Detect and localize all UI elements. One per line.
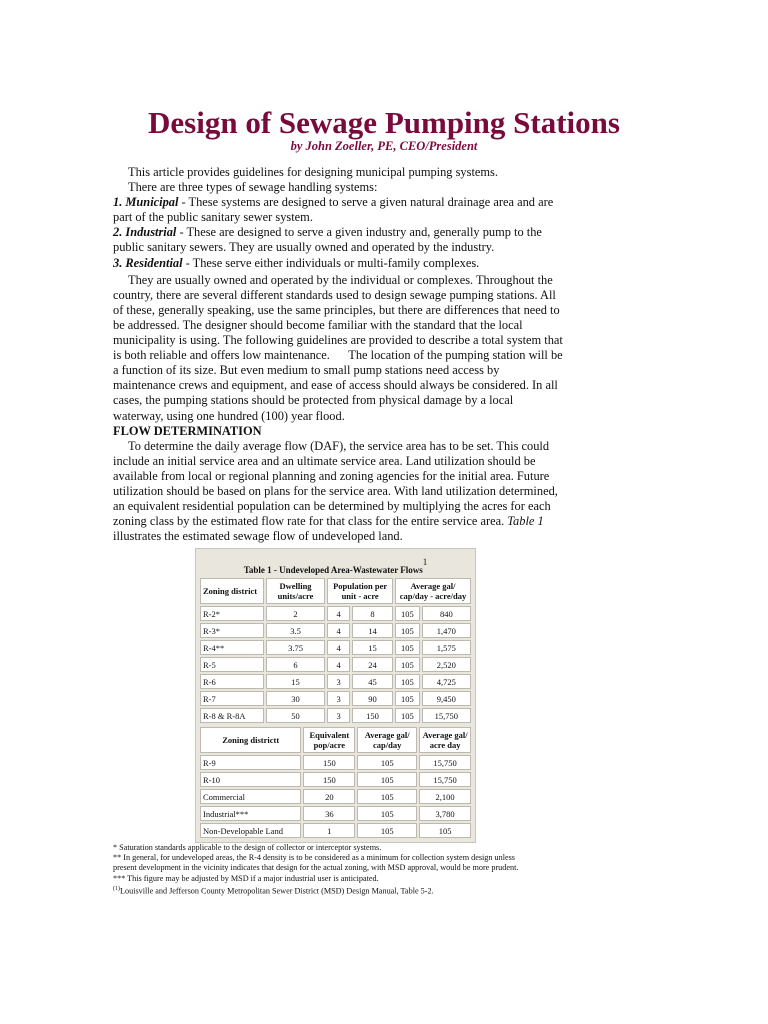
- body-paragraph-2-text: To determine the daily average flow (DAF), the service area has to be set. This could include an initial service area and an ultimate service area. Land utilization should be available from local or regional planning and zoning agencies for the initial area. Future utilization should be based on plans for the service area. With land utilization determined, an equivalent residential population can be determined by multiplying the acres for each zoning class by the estimated flow rate for that class for the entire service area.: [113, 438, 558, 529]
- footnote: [113, 884, 533, 897]
- footnote-text: Louisville and Jefferson County Metropolitan Sewer District (MSD) Design Manual, Table 5-2.: [120, 886, 434, 896]
- table-cell: 1,575: [422, 640, 471, 655]
- table-cell: 3: [327, 691, 350, 706]
- table-cell: 15,750: [419, 772, 471, 787]
- section-heading: FLOW DETERMINATION: [113, 423, 262, 438]
- table-cell: Industrial***: [200, 806, 301, 821]
- column-header: Dwelling units/acre: [266, 578, 326, 604]
- footnote: ** In general, for undeveloped areas, the R-4 density is to be considered as a minimum for collection system design unless present development in the vicinity indicates that design for the actual zoning, with MSD approval, would be more prudent.: [113, 853, 519, 873]
- table-row: [200, 708, 471, 723]
- table-cell: 3.75: [266, 640, 326, 655]
- table-cell: 105: [395, 708, 420, 723]
- table-cell: R-10: [200, 772, 301, 787]
- column-header: Zoning districtt: [200, 727, 301, 753]
- table-cell: 3.5: [266, 623, 326, 638]
- table-cell: 14: [352, 623, 393, 638]
- table-cell: 105: [395, 640, 420, 655]
- table-row: [200, 623, 471, 638]
- type-municipal: [113, 195, 563, 225]
- table-row: [200, 772, 471, 787]
- table-row: [200, 674, 471, 689]
- table-cell: 105: [395, 674, 420, 689]
- flow-table: [195, 548, 476, 843]
- table-title-footnote: 1: [422, 557, 428, 567]
- table-cell: 3,780: [419, 806, 471, 821]
- page-title: Design of Sewage Pumping Stations: [148, 105, 620, 140]
- table-row: [200, 606, 471, 621]
- table-cell: 2,520: [422, 657, 471, 672]
- table-other-districts: [198, 725, 473, 840]
- table-cell: 6: [266, 657, 326, 672]
- table-row: [200, 755, 471, 770]
- table-cell: 20: [303, 789, 355, 804]
- column-header: Average gal/ cap/day - acre/day: [395, 578, 471, 604]
- column-header: Population per unit - acre: [327, 578, 393, 604]
- type-label: 1. Municipal: [113, 195, 179, 210]
- article-body: [113, 165, 563, 544]
- table-row: [200, 657, 471, 672]
- table-row: [200, 789, 471, 804]
- table-cell: 105: [357, 806, 417, 821]
- table-cell: 15,750: [422, 708, 471, 723]
- footnotes: [113, 843, 533, 897]
- table-cell: 36: [303, 806, 355, 821]
- footnote-marker: (1): [113, 885, 120, 892]
- table-cell: 9,450: [422, 691, 471, 706]
- table-row: [200, 823, 471, 838]
- body-paragraph-2-end: illustrates the estimated sewage flow of undeveloped land.: [113, 529, 403, 544]
- table-cell: Commercial: [200, 789, 301, 804]
- intro-paragraph-2: There are three types of sewage handling systems:: [128, 180, 378, 195]
- table-residential: [198, 576, 473, 725]
- table-cell: 150: [352, 708, 393, 723]
- table-cell: 4: [327, 606, 350, 621]
- table-title-text: Table 1 - Undeveloped Area-Wastewater Flows: [243, 565, 423, 575]
- table-cell: 4: [327, 640, 350, 655]
- type-text: - These are designed to serve a given industry and, generally pump to the public sanitary sewers. They are usually owned and operated by the industry.: [113, 225, 542, 255]
- table-cell: 840: [422, 606, 471, 621]
- table-cell: 105: [357, 789, 417, 804]
- table-cell: 105: [357, 772, 417, 787]
- table-cell: 4: [327, 657, 350, 672]
- table-cell: 105: [357, 823, 417, 838]
- column-header: Equivalent pop/acre: [303, 727, 355, 753]
- table-header-row: [200, 578, 471, 604]
- table-cell: 2: [266, 606, 326, 621]
- type-label: 2. Industrial: [113, 225, 177, 240]
- table-cell: 90: [352, 691, 393, 706]
- table-cell: 150: [303, 772, 355, 787]
- table-cell: R-6: [200, 674, 264, 689]
- body-paragraph-1: [113, 273, 563, 424]
- column-header: Average gal/ acre day: [419, 727, 471, 753]
- table-cell: 105: [395, 606, 420, 621]
- body-paragraph-1b: The location of the pumping station will be a function of its size. But even medium to small pump stations need access by maintenance crews and equipment, and ease of access should always be considered. In all cases, the pumping stations should be protected from physical damage by a local waterway, using one hundred (100) year flood.: [113, 348, 563, 423]
- table-cell: R-9: [200, 755, 301, 770]
- table-cell: R-7: [200, 691, 264, 706]
- table-cell: R-2*: [200, 606, 264, 621]
- type-label: 3. Residential: [113, 255, 183, 270]
- body-paragraph-1a: They are usually owned and operated by the individual or complexes. Throughout the country, there are several different standards used to design sewage pumping stations. All of these, generally speaking, use the same principles, but there are differences that need to be addressed. The designer should become familiar with the standard that the local municipality is using. The following guidelines are provided to describe a total system that is both reliable and offers low maintenance.: [113, 272, 563, 363]
- type-residential: [113, 256, 563, 271]
- table-row: [200, 691, 471, 706]
- table-reference: Table 1: [507, 514, 544, 529]
- table-header-row: [200, 727, 471, 753]
- table-cell: 24: [352, 657, 393, 672]
- table-cell: 105: [357, 755, 417, 770]
- table-cell: 15: [266, 674, 326, 689]
- table-cell: 105: [395, 691, 420, 706]
- table-cell: 1: [303, 823, 355, 838]
- table-cell: 50: [266, 708, 326, 723]
- table-cell: R-4**: [200, 640, 264, 655]
- column-header: Zoning district: [200, 578, 264, 604]
- table-cell: 4: [327, 623, 350, 638]
- footnote: *** This figure may be adjusted by MSD if a major industrial user is anticipated.: [113, 873, 379, 883]
- intro-paragraph-1: This article provides guidelines for designing municipal pumping systems.: [128, 165, 498, 179]
- footnote: * Saturation standards applicable to the design of collector or interceptor systems.: [113, 843, 382, 852]
- table-cell: 15: [352, 640, 393, 655]
- table-cell: Non-Developable Land: [200, 823, 301, 838]
- table-row: [200, 806, 471, 821]
- table-cell: 105: [419, 823, 471, 838]
- table-cell: 4,725: [422, 674, 471, 689]
- table-cell: 3: [327, 674, 350, 689]
- table-cell: 150: [303, 755, 355, 770]
- column-header: Average gal/ cap/day: [357, 727, 417, 753]
- author-byline: by John Zoeller, PE, CEO/President: [290, 139, 478, 153]
- table-cell: 105: [395, 623, 420, 638]
- table-cell: 1,470: [422, 623, 471, 638]
- table-cell: R-5: [200, 657, 264, 672]
- table-cell: 30: [266, 691, 326, 706]
- table-row: [200, 640, 471, 655]
- table-title: [198, 551, 473, 576]
- table-cell: R-8 & R-8A: [200, 708, 264, 723]
- table-cell: 15,750: [419, 755, 471, 770]
- table-cell: 45: [352, 674, 393, 689]
- table-cell: 2,100: [419, 789, 471, 804]
- type-industrial: [113, 225, 563, 255]
- table-cell: 3: [327, 708, 350, 723]
- table-cell: 8: [352, 606, 393, 621]
- table-cell: R-3*: [200, 623, 264, 638]
- body-paragraph-2: [113, 439, 563, 545]
- type-text: - These serve either individuals or multi-family complexes.: [182, 255, 480, 270]
- type-text: - These systems are designed to serve a given natural drainage area and are part of the public sanitary sewer system.: [113, 195, 554, 225]
- table-cell: 105: [395, 657, 420, 672]
